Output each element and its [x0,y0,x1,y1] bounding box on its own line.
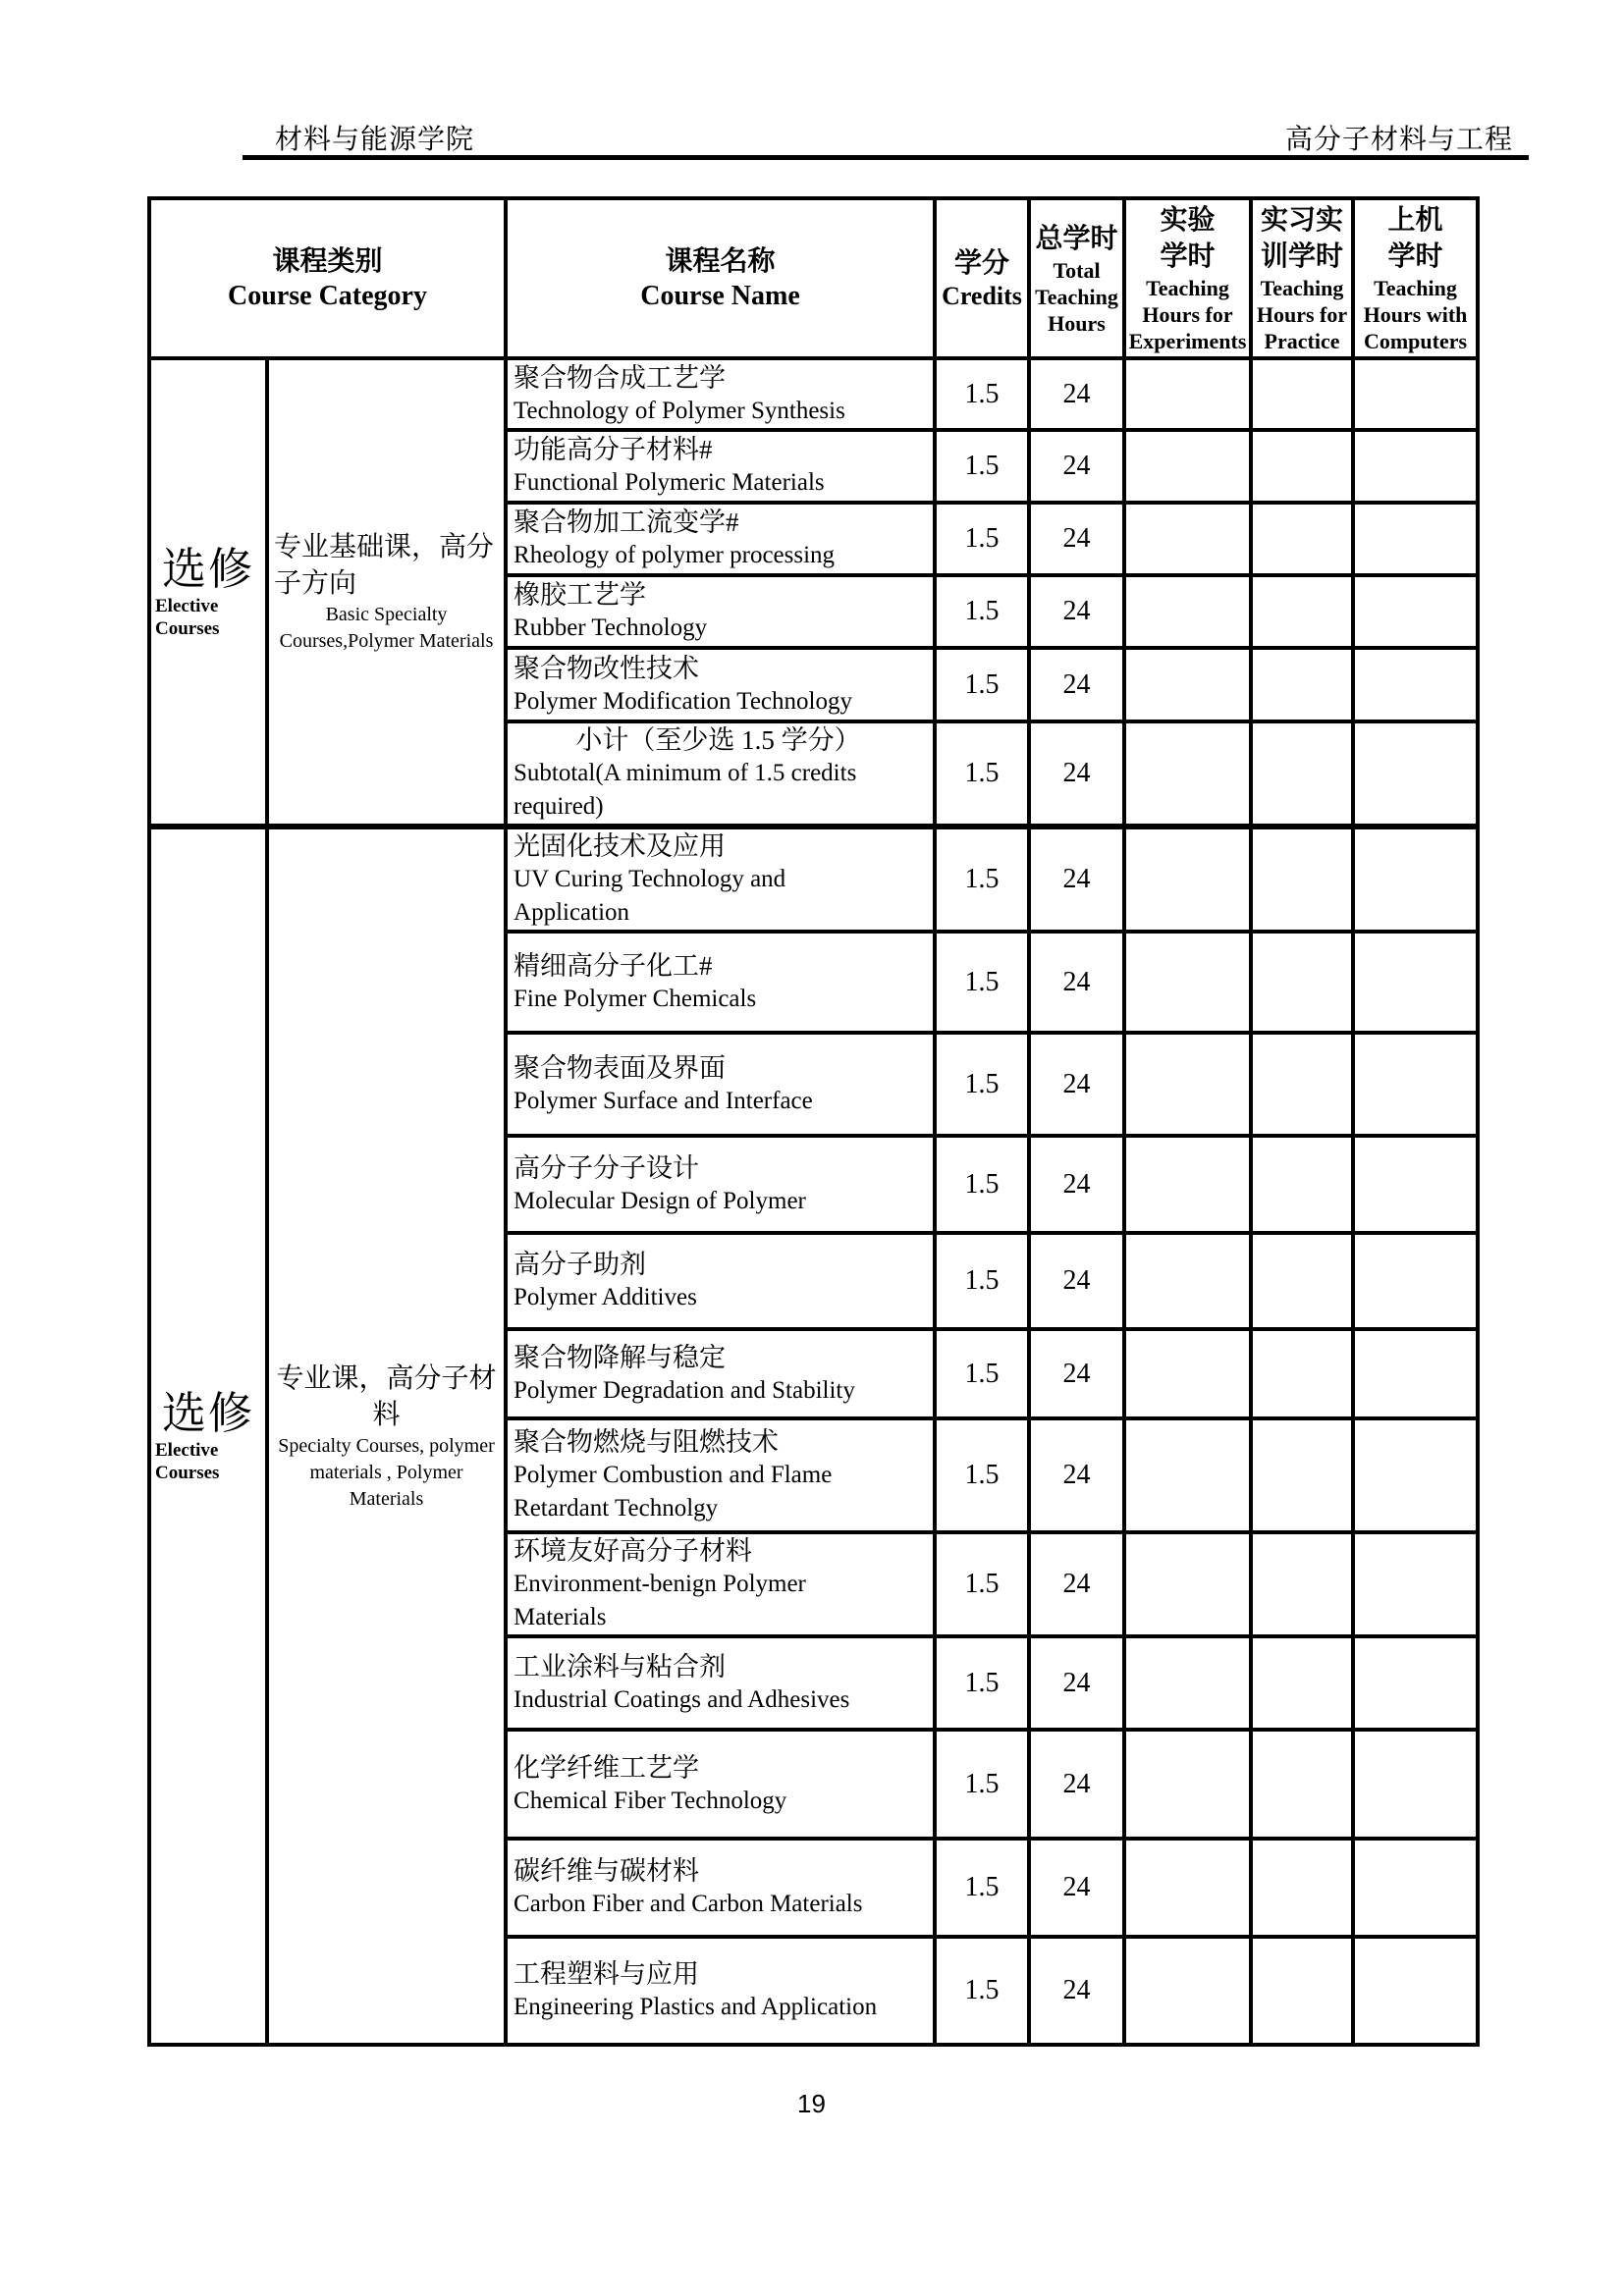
subtotal-cell [506,721,935,827]
col-header-computer-hours [1353,198,1478,358]
experiment-hours-cell [1124,1839,1251,1937]
credits-cell: 1.5 [935,648,1029,721]
course-name-en: Functional Polymeric Materials [514,469,825,496]
course-name-en: Environment-benign Polymer Materials [514,1571,806,1630]
computer-hours-cell [1353,1033,1478,1136]
experiment-hours-cell [1124,1033,1251,1136]
category-label-en: Elective Courses [155,596,220,639]
course-name-en: Carbon Fiber and Carbon Materials [514,1891,863,1917]
computer-hours-cell [1353,721,1478,827]
col-header-practice-hours [1251,198,1353,358]
course-name-cell [506,1329,935,1418]
col-header-course-name [506,198,935,358]
credits-cell: 1.5 [935,430,1029,503]
col-header-experiment-hours-zh: 实验 学时 [1160,205,1216,272]
credits-cell: 1.5 [935,1033,1029,1136]
course-name-cell [506,648,935,721]
practice-hours-cell [1251,1532,1353,1636]
course-name-en: Polymer Combustion and Flame Retardant Technolgy [514,1462,833,1522]
col-header-total-hours-zh: 总学时 [1035,223,1118,254]
computer-hours-cell [1353,648,1478,721]
total-hours-cell: 24 [1029,1033,1124,1136]
credits-cell: 1.5 [935,1730,1029,1839]
course-name-en: UV Curing Technology and Application [514,866,786,926]
total-hours-cell: 24 [1029,430,1124,503]
total-hours-cell: 24 [1029,1418,1124,1532]
practice-hours-cell [1251,932,1353,1033]
total-hours-cell: 24 [1029,575,1124,648]
total-hours-cell: 24 [1029,1329,1124,1418]
course-name-zh: 高分子分子设计 [514,1152,700,1183]
course-name-cell [506,1418,935,1532]
subcategory-label-zh: 专业基础课，高分子方向 [274,532,495,599]
practice-hours-cell [1251,1233,1353,1329]
col-header-category-zh: 课程类别 [272,246,383,277]
course-name-cell [506,575,935,648]
computer-hours-cell [1353,1136,1478,1233]
header-rule [243,155,1529,160]
computer-hours-cell [1353,1839,1478,1937]
practice-hours-cell [1251,503,1353,575]
credits-cell: 1.5 [935,1839,1029,1937]
experiment-hours-cell [1124,932,1251,1033]
credits-cell: 1.5 [935,575,1029,648]
computer-hours-cell [1353,1329,1478,1418]
col-header-experiment-hours-en: Teaching Hours for Experiments [1128,276,1247,353]
subcategory-cell-section-2 [267,827,506,2045]
course-name-en: Rubber Technology [514,614,708,641]
practice-hours-cell [1251,1636,1353,1730]
course-name-cell [506,1937,935,2045]
total-hours-cell: 24 [1029,1532,1124,1636]
course-name-cell [506,1730,935,1839]
computer-hours-cell [1353,827,1478,932]
category-label-en: Elective Courses [155,1440,220,1483]
subcategory-cell-section-1 [267,358,506,827]
course-name-en: Polymer Additives [514,1284,697,1310]
computer-hours-cell [1353,430,1478,503]
subcategory-label-en: Basic Specialty Courses,Polymer Materials [279,604,494,652]
col-header-credits-zh: 学分 [954,248,1010,279]
computer-hours-cell [1353,1532,1478,1636]
credits-cell: 1.5 [935,1532,1029,1636]
experiment-hours-cell [1124,1136,1251,1233]
course-row [149,358,1478,430]
total-hours-cell: 24 [1029,721,1124,827]
practice-hours-cell [1251,358,1353,430]
credits-cell: 1.5 [935,1937,1029,2045]
course-name-en: Rheology of polymer processing [514,542,836,568]
credits-cell: 1.5 [935,358,1029,430]
course-name-en: Chemical Fiber Technology [514,1787,787,1814]
credits-cell: 1.5 [935,721,1029,827]
course-name-zh: 聚合物燃烧与阻燃技术 [514,1427,780,1457]
computer-hours-cell [1353,503,1478,575]
total-hours-cell: 24 [1029,1636,1124,1730]
computer-hours-cell [1353,932,1478,1033]
col-header-category-en: Course Category [228,281,427,311]
course-name-zh: 工程塑料与应用 [514,1959,700,1989]
course-name-zh: 光固化技术及应用 [514,831,727,861]
subcategory-label-zh: 专业课，高分子材料 [276,1362,497,1430]
col-header-credits-en: Credits [942,282,1022,310]
computer-hours-cell [1353,1636,1478,1730]
computer-hours-cell [1353,1233,1478,1329]
col-header-total-hours [1029,198,1124,358]
col-header-practice-hours-zh: 实习实 训学时 [1261,205,1344,272]
col-header-total-hours-en: Total Teaching Hours [1035,257,1118,336]
experiment-hours-cell [1124,1636,1251,1730]
course-name-cell [506,1839,935,1937]
course-name-cell [506,1233,935,1329]
experiment-hours-cell [1124,430,1251,503]
course-name-zh: 聚合物合成工艺学 [514,362,727,393]
practice-hours-cell [1251,827,1353,932]
col-header-experiment-hours [1124,198,1251,358]
course-name-zh: 橡胶工艺学 [514,580,647,610]
experiment-hours-cell [1124,1730,1251,1839]
total-hours-cell: 24 [1029,932,1124,1033]
course-name-en: Fine Polymer Chemicals [514,985,757,1012]
col-header-course-name-zh: 课程名称 [665,246,776,277]
credits-cell: 1.5 [935,1636,1029,1730]
course-name-zh: 工业涂料与粘合剂 [514,1651,727,1682]
credits-cell: 1.5 [935,1136,1029,1233]
total-hours-cell: 24 [1029,648,1124,721]
course-name-zh: 化学纤维工艺学 [514,1752,700,1783]
page-number: 19 [797,2089,826,2118]
practice-hours-cell [1251,575,1353,648]
table-header-row [149,198,1478,358]
course-name-cell [506,503,935,575]
practice-hours-cell [1251,721,1353,827]
course-name-zh: 聚合物加工流变学# [514,507,739,537]
credits-cell: 1.5 [935,1329,1029,1418]
col-header-credits [935,198,1029,358]
course-name-zh: 功能高分子材料# [514,435,713,464]
total-hours-cell: 24 [1029,1233,1124,1329]
course-name-en: Molecular Design of Polymer [514,1187,806,1214]
col-header-computer-hours-zh: 上机 学时 [1387,205,1443,272]
category-cell-section-1 [149,358,267,827]
total-hours-cell: 24 [1029,503,1124,575]
credits-cell: 1.5 [935,503,1029,575]
course-name-cell [506,358,935,430]
course-name-zh: 碳纤维与碳材料 [514,1856,700,1886]
course-name-zh: 聚合物降解与稳定 [514,1342,727,1372]
page-header-left: 材料与能源学院 [275,125,475,155]
course-name-cell [506,827,935,932]
experiment-hours-cell [1124,1937,1251,2045]
curriculum-table-wrapper [147,196,1480,2047]
subcategory-label-en: Specialty Courses, polymer materials , Polymer Materials [278,1434,495,1510]
computer-hours-cell [1353,1730,1478,1839]
computer-hours-cell [1353,1937,1478,2045]
category-cell-section-2 [149,827,267,2045]
experiment-hours-cell [1124,503,1251,575]
practice-hours-cell [1251,1033,1353,1136]
experiment-hours-cell [1124,648,1251,721]
credits-cell: 1.5 [935,827,1029,932]
practice-hours-cell [1251,1839,1353,1937]
computer-hours-cell [1353,358,1478,430]
experiment-hours-cell [1124,1418,1251,1532]
subtotal-label-en: Subtotal(A minimum of 1.5 credits required) [514,760,857,820]
course-name-cell [506,1033,935,1136]
experiment-hours-cell [1124,575,1251,648]
curriculum-table [147,196,1480,2047]
category-label-zh: 选修 [161,545,254,594]
credits-cell: 1.5 [935,1418,1029,1532]
total-hours-cell: 24 [1029,1136,1124,1233]
course-name-en: Polymer Modification Technology [514,687,852,715]
computer-hours-cell [1353,575,1478,648]
total-hours-cell: 24 [1029,358,1124,430]
page-header-right: 高分子材料与工程 [1284,125,1513,155]
experiment-hours-cell [1124,1329,1251,1418]
course-name-cell [506,1636,935,1730]
course-name-cell [506,932,935,1033]
course-name-en: Industrial Coatings and Adhesives [514,1685,850,1713]
experiment-hours-cell [1124,358,1251,430]
credits-cell: 1.5 [935,932,1029,1033]
course-name-cell [506,1532,935,1636]
course-name-en: Polymer Degradation and Stability [514,1376,855,1404]
credits-cell: 1.5 [935,1233,1029,1329]
practice-hours-cell [1251,1730,1353,1839]
practice-hours-cell [1251,430,1353,503]
col-header-category [149,198,506,358]
category-label-zh: 选修 [161,1389,254,1438]
subtotal-label-zh: 小计（至少选 1.5 学分） [575,725,861,755]
course-name-en: Polymer Surface and Interface [514,1087,813,1114]
col-header-computer-hours-en: Teaching Hours with Computers [1363,276,1468,353]
total-hours-cell: 24 [1029,1839,1124,1937]
course-name-cell [506,430,935,503]
course-name-cell [506,1136,935,1233]
course-name-en: Engineering Plastics and Application [514,1994,878,2020]
course-name-en: Technology of Polymer Synthesis [514,397,845,424]
total-hours-cell: 24 [1029,1730,1124,1839]
practice-hours-cell [1251,1937,1353,2045]
experiment-hours-cell [1124,721,1251,827]
computer-hours-cell [1353,1418,1478,1532]
experiment-hours-cell [1124,1233,1251,1329]
practice-hours-cell [1251,1418,1353,1532]
course-name-zh: 聚合物改性技术 [514,653,700,683]
col-header-course-name-en: Course Name [640,281,800,311]
total-hours-cell: 24 [1029,827,1124,932]
course-name-zh: 环境友好高分子材料 [514,1536,753,1566]
col-header-practice-hours-en: Teaching Hours for Practice [1256,276,1348,353]
practice-hours-cell [1251,1329,1353,1418]
course-name-zh: 聚合物表面及界面 [514,1052,727,1083]
experiment-hours-cell [1124,827,1251,932]
course-name-zh: 精细高分子化工# [514,950,713,981]
course-name-zh: 高分子助剂 [514,1250,647,1279]
total-hours-cell: 24 [1029,1937,1124,2045]
course-row [149,827,1478,932]
experiment-hours-cell [1124,1532,1251,1636]
practice-hours-cell [1251,648,1353,721]
practice-hours-cell [1251,1136,1353,1233]
